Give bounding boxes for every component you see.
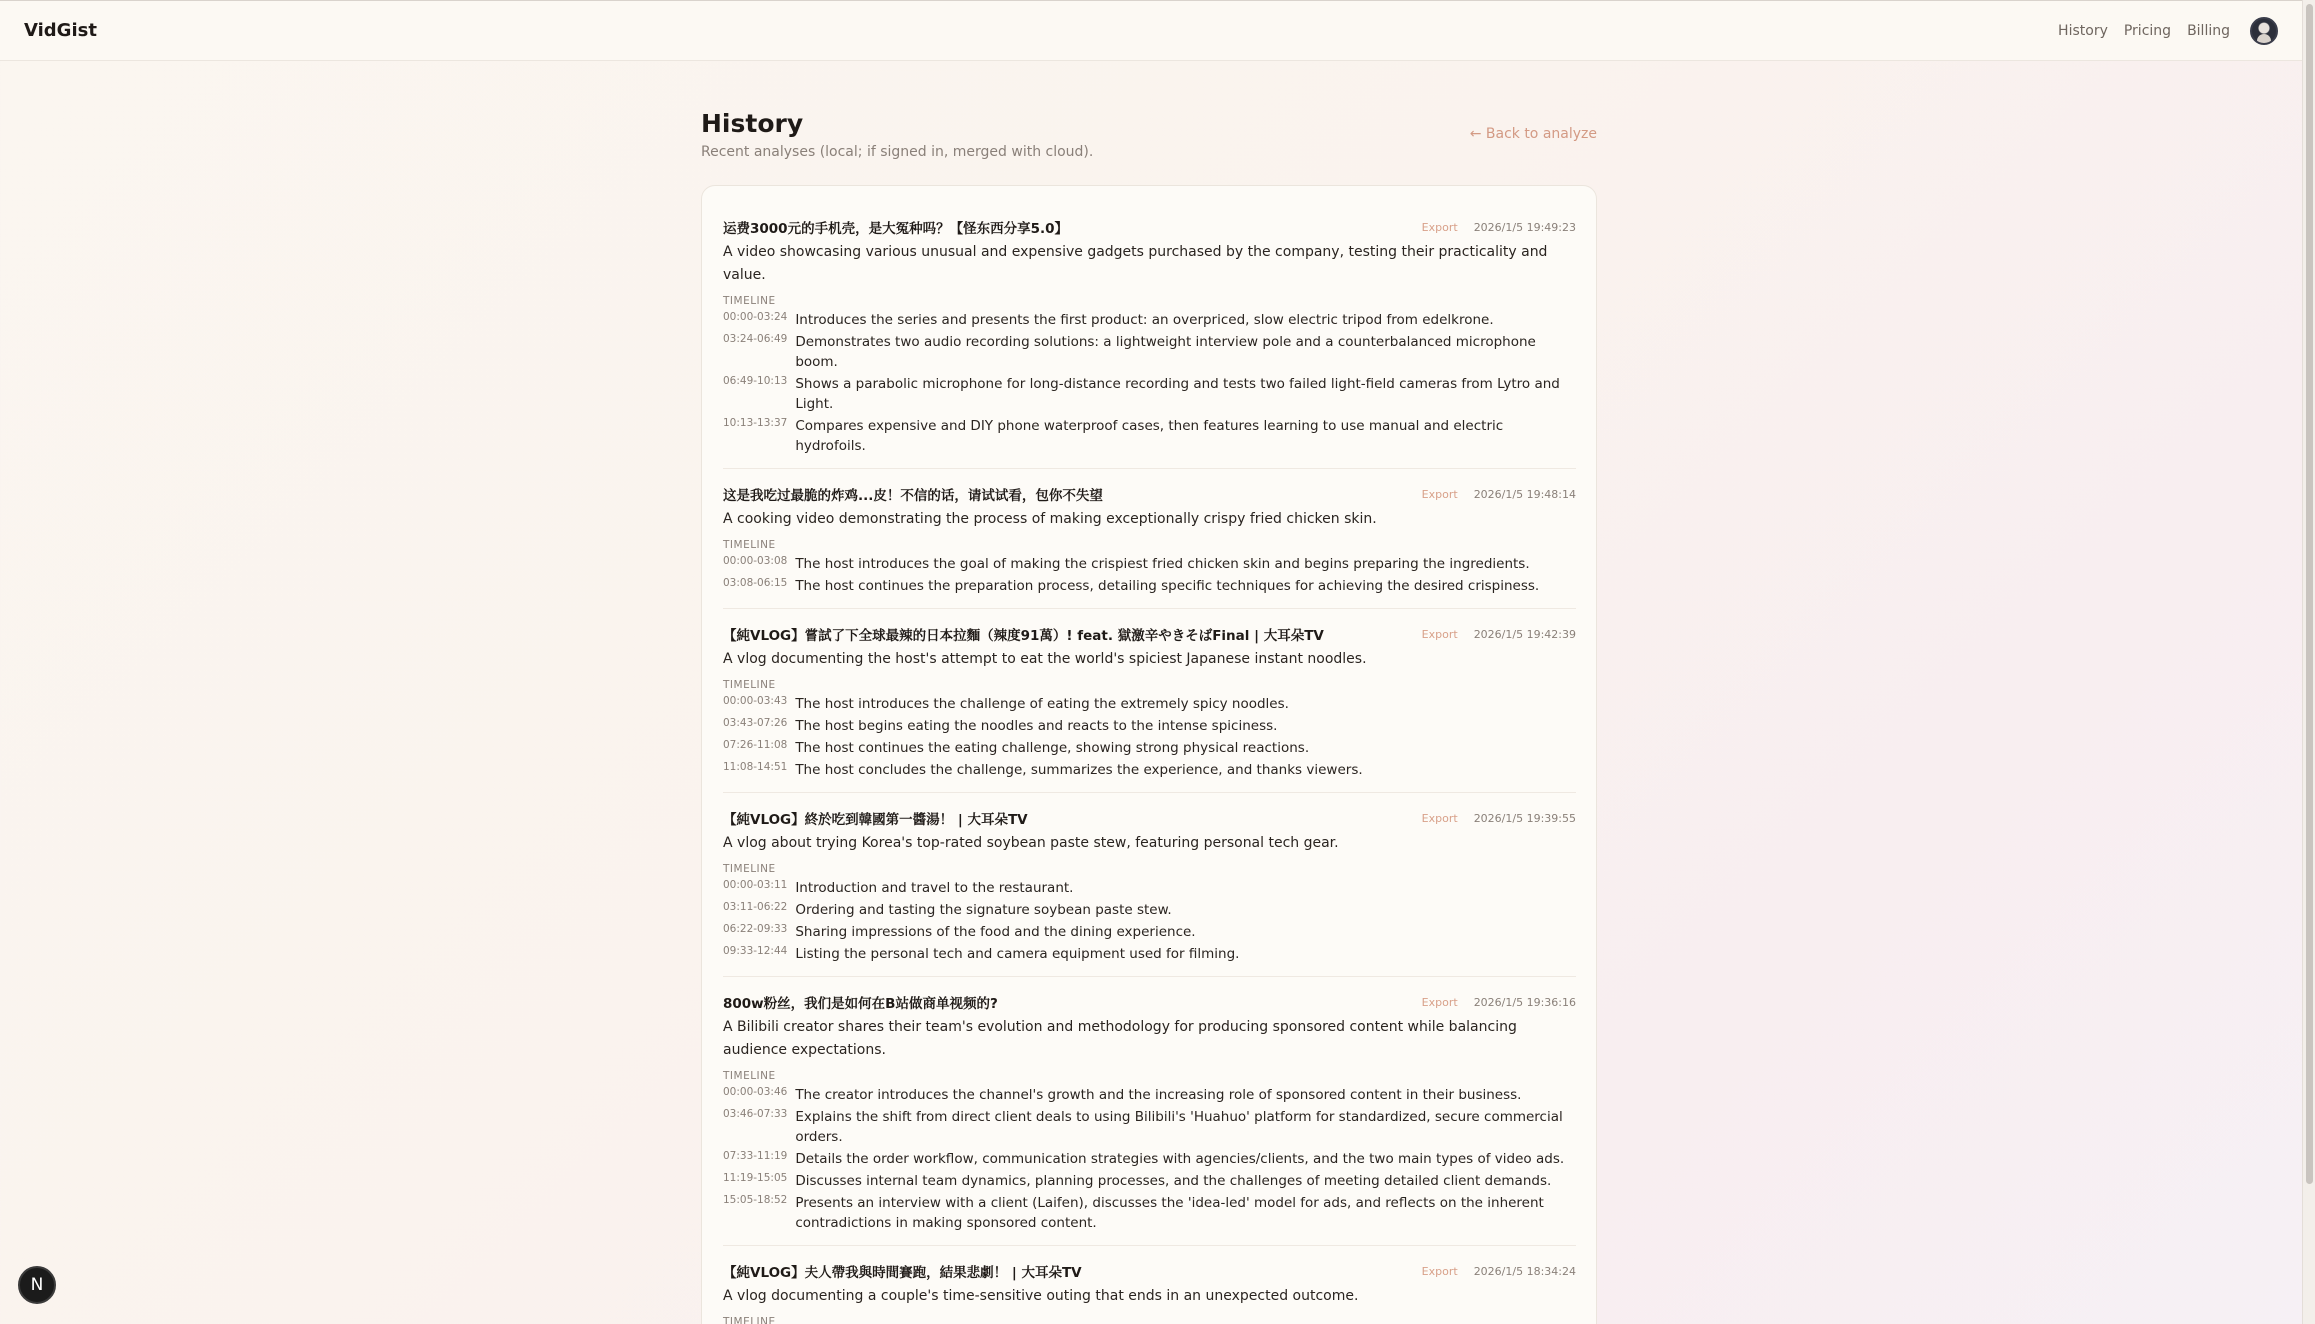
entry-title[interactable]: 800w粉丝，我们是如何在B站做商单视频的? (723, 996, 998, 1012)
timeline-text: Explains the shift from direct client deals to using Bilibili's 'Huahuo' platform for standardized, secure commercial orders. (795, 1109, 1563, 1145)
timeline-text: Introduction and travel to the restaurant. (795, 880, 1074, 896)
timeline-label: TIMELINE (723, 863, 776, 875)
timeline-text: The host concludes the challenge, summarizes the experience, and thanks viewers. (795, 762, 1363, 778)
export-button[interactable]: Export (1421, 487, 1458, 501)
export-button[interactable]: Export (1421, 995, 1458, 1009)
dev-tools-badge[interactable]: N (18, 1266, 56, 1304)
timeline-row (723, 309, 1576, 330)
timeline-row (723, 415, 1576, 456)
timeline-text: The creator introduces the channel's growth and the increasing role of sponsored content in their business. (795, 1087, 1522, 1103)
timeline-time: 07:26-11:08 (723, 739, 788, 751)
timeline-time: 06:49-10:13 (723, 375, 788, 387)
page-header (701, 108, 1597, 160)
timeline-row (723, 331, 1576, 372)
entry-title[interactable]: 运费3000元的手机壳，是大冤种吗？【怪东西分享5.0】 (723, 221, 1068, 237)
timeline-row (723, 693, 1576, 714)
brand-logo[interactable]: VidGist (24, 20, 97, 41)
timeline-text: Details the order workflow, communication strategies with agencies/clients, and the two main types of video ads. (795, 1151, 1565, 1167)
timeline-time: 11:19-15:05 (723, 1172, 788, 1184)
timeline-text: Compares expensive and DIY phone waterproof cases, then features learning to use manual and electric hydrofoils. (795, 418, 1504, 454)
page-heading-group (701, 108, 1093, 160)
entry-meta (1422, 221, 1576, 234)
timeline-time: 03:11-06:22 (723, 901, 788, 913)
page-title: History (701, 109, 804, 138)
back-to-analyze-link[interactable]: ← Back to analyze (1469, 126, 1597, 142)
timeline-row (723, 759, 1576, 780)
entry-title[interactable]: 【純VLOG】嘗試了下全球最辣的日本拉麵（辣度91萬）! feat. 獄激辛やきそばFinal | 大耳朵TV (723, 628, 1324, 644)
entry-timestamp: 2026/1/5 19:48:14 (1473, 487, 1576, 501)
export-button[interactable]: Export (1421, 627, 1458, 641)
timeline-row (723, 373, 1576, 414)
entry-timestamp: 2026/1/5 18:34:24 (1473, 1264, 1576, 1278)
timeline-text: Ordering and tasting the signature soybean paste stew. (795, 902, 1172, 918)
timeline-text: The host introduces the goal of making the crispiest fried chicken skin and begins preparing the ingredients. (795, 556, 1530, 572)
timeline-time: 03:43-07:26 (723, 717, 788, 729)
timeline-time: 07:33-11:19 (723, 1150, 788, 1162)
timeline-row (723, 715, 1576, 736)
timeline-time: 11:08-14:51 (723, 761, 788, 773)
timeline-row (723, 1192, 1576, 1233)
timeline-row (723, 921, 1576, 942)
history-entry[interactable] (723, 993, 1576, 1246)
history-entries (723, 218, 1576, 1324)
scrollbar-thumb[interactable] (2306, 4, 2313, 1184)
entry-timestamp: 2026/1/5 19:39:55 (1473, 811, 1576, 825)
timeline-row (723, 737, 1576, 758)
page-scrollbar[interactable] (2302, 0, 2315, 1324)
history-entry[interactable] (723, 625, 1576, 793)
export-button[interactable]: Export (1421, 1264, 1458, 1278)
timeline-time: 03:46-07:33 (723, 1108, 788, 1120)
user-avatar[interactable] (2250, 17, 2278, 45)
timeline-time: 00:00-03:08 (723, 555, 788, 567)
timeline-row (723, 899, 1576, 920)
timeline-time: 03:24-06:49 (723, 333, 788, 345)
timeline-time: 15:05-18:52 (723, 1194, 788, 1206)
entry-meta (1422, 812, 1576, 825)
timeline-row (723, 1170, 1576, 1191)
history-entry[interactable] (723, 218, 1576, 469)
timeline-text: Sharing impressions of the food and the dining experience. (795, 924, 1196, 940)
timeline-text: The host continues the preparation process, detailing specific techniques for achieving the desired crispiness. (795, 578, 1540, 594)
timeline-label: TIMELINE (723, 1316, 776, 1324)
timeline-time: 10:13-13:37 (723, 417, 788, 429)
timeline-time: 00:00-03:46 (723, 1086, 788, 1098)
timeline-row (723, 943, 1576, 964)
nav-history-link[interactable]: History (2058, 22, 2108, 39)
timeline-text: Presents an interview with a client (Laifen), discusses the 'idea-led' model for ads, and reflects on the inherent contradictions in making sponsored content. (795, 1195, 1544, 1231)
nav-billing-link[interactable]: Billing (2187, 22, 2230, 39)
history-entry[interactable] (723, 1262, 1576, 1324)
entry-summary: A video showcasing various unusual and expensive gadgets purchased by the company, testing their practicality and value. (723, 244, 1548, 283)
entry-meta (1422, 488, 1576, 501)
timeline-text: Discusses internal team dynamics, planning processes, and the challenges of meeting detailed client demands. (795, 1173, 1552, 1189)
entry-title[interactable]: 【純VLOG】終於吃到韓國第一醬湯！ | 大耳朵TV (723, 812, 1028, 828)
entry-header (723, 485, 1576, 503)
entry-title[interactable]: 这是我吃过最脆的炸鸡...皮！不信的话，请试试看，包你不失望 (723, 488, 1103, 504)
timeline-row (723, 1084, 1576, 1105)
timeline-text: Listing the personal tech and camera equipment used for filming. (795, 946, 1240, 962)
entry-header (723, 625, 1576, 643)
history-entry[interactable] (723, 809, 1576, 977)
timeline-time: 09:33-12:44 (723, 945, 788, 957)
entry-summary: A vlog about trying Korea's top-rated soybean paste stew, featuring personal tech gear. (723, 835, 1339, 851)
nav-pricing-link[interactable]: Pricing (2123, 22, 2172, 39)
history-entry[interactable] (723, 485, 1576, 609)
timeline-time: 00:00-03:24 (723, 311, 788, 323)
page-subtitle: Recent analyses (local; if signed in, merged with cloud). (701, 144, 1094, 160)
entry-header (723, 1262, 1576, 1280)
history-list-card (701, 185, 1597, 1324)
entry-meta (1422, 1265, 1576, 1278)
timeline-label: TIMELINE (723, 1070, 776, 1082)
nav-links (2058, 17, 2278, 45)
timeline-time: 00:00-03:11 (723, 879, 788, 891)
timeline-time: 03:08-06:15 (723, 577, 788, 589)
timeline-row (723, 877, 1576, 898)
timeline-time: 06:22-09:33 (723, 923, 788, 935)
timeline-row (723, 1106, 1576, 1147)
entry-summary: A Bilibili creator shares their team's evolution and methodology for producing sponsored content while balancing audience expectations. (723, 1019, 1517, 1058)
export-button[interactable]: Export (1421, 811, 1458, 825)
top-navigation-bar (0, 0, 2302, 61)
entry-timestamp: 2026/1/5 19:42:39 (1473, 627, 1576, 641)
timeline-text: Shows a parabolic microphone for long-distance recording and tests two failed light-field cameras from Lytro and Light. (795, 376, 1560, 412)
timeline-text: The host continues the eating challenge, showing strong physical reactions. (795, 740, 1310, 756)
timeline-label: TIMELINE (723, 539, 776, 551)
export-button[interactable]: Export (1421, 220, 1458, 234)
entry-summary: A vlog documenting a couple's time-sensitive outing that ends in an unexpected outcome. (723, 1288, 1359, 1304)
timeline-row (723, 575, 1576, 596)
timeline-text: Introduces the series and presents the first product: an overpriced, slow electric tripod from edelkrone. (795, 312, 1494, 328)
entry-meta (1422, 628, 1576, 641)
timeline-label: TIMELINE (723, 295, 776, 307)
entry-summary: A vlog documenting the host's attempt to eat the world's spiciest Japanese instant noodles. (723, 651, 1367, 667)
timeline-text: The host introduces the challenge of eating the extremely spicy noodles. (795, 696, 1289, 712)
entry-timestamp: 2026/1/5 19:49:23 (1473, 220, 1576, 234)
timeline-time: 00:00-03:43 (723, 695, 788, 707)
entry-summary: A cooking video demonstrating the process of making exceptionally crispy fried chicken skin. (723, 511, 1377, 527)
entry-meta (1422, 996, 1576, 1009)
entry-title[interactable]: 【純VLOG】夫人帶我與時間賽跑，結果悲劇！ | 大耳朵TV (723, 1265, 1082, 1281)
timeline-row (723, 553, 1576, 574)
timeline-row (723, 1148, 1576, 1169)
timeline-text: Demonstrates two audio recording solutions: a lightweight interview pole and a counterbalanced microphone boom. (795, 334, 1536, 370)
timeline-label: TIMELINE (723, 679, 776, 691)
entry-timestamp: 2026/1/5 19:36:16 (1473, 995, 1576, 1009)
entry-header (723, 809, 1576, 827)
entry-header (723, 993, 1576, 1011)
entry-header (723, 218, 1576, 236)
timeline-text: The host begins eating the noodles and reacts to the intense spiciness. (795, 718, 1278, 734)
